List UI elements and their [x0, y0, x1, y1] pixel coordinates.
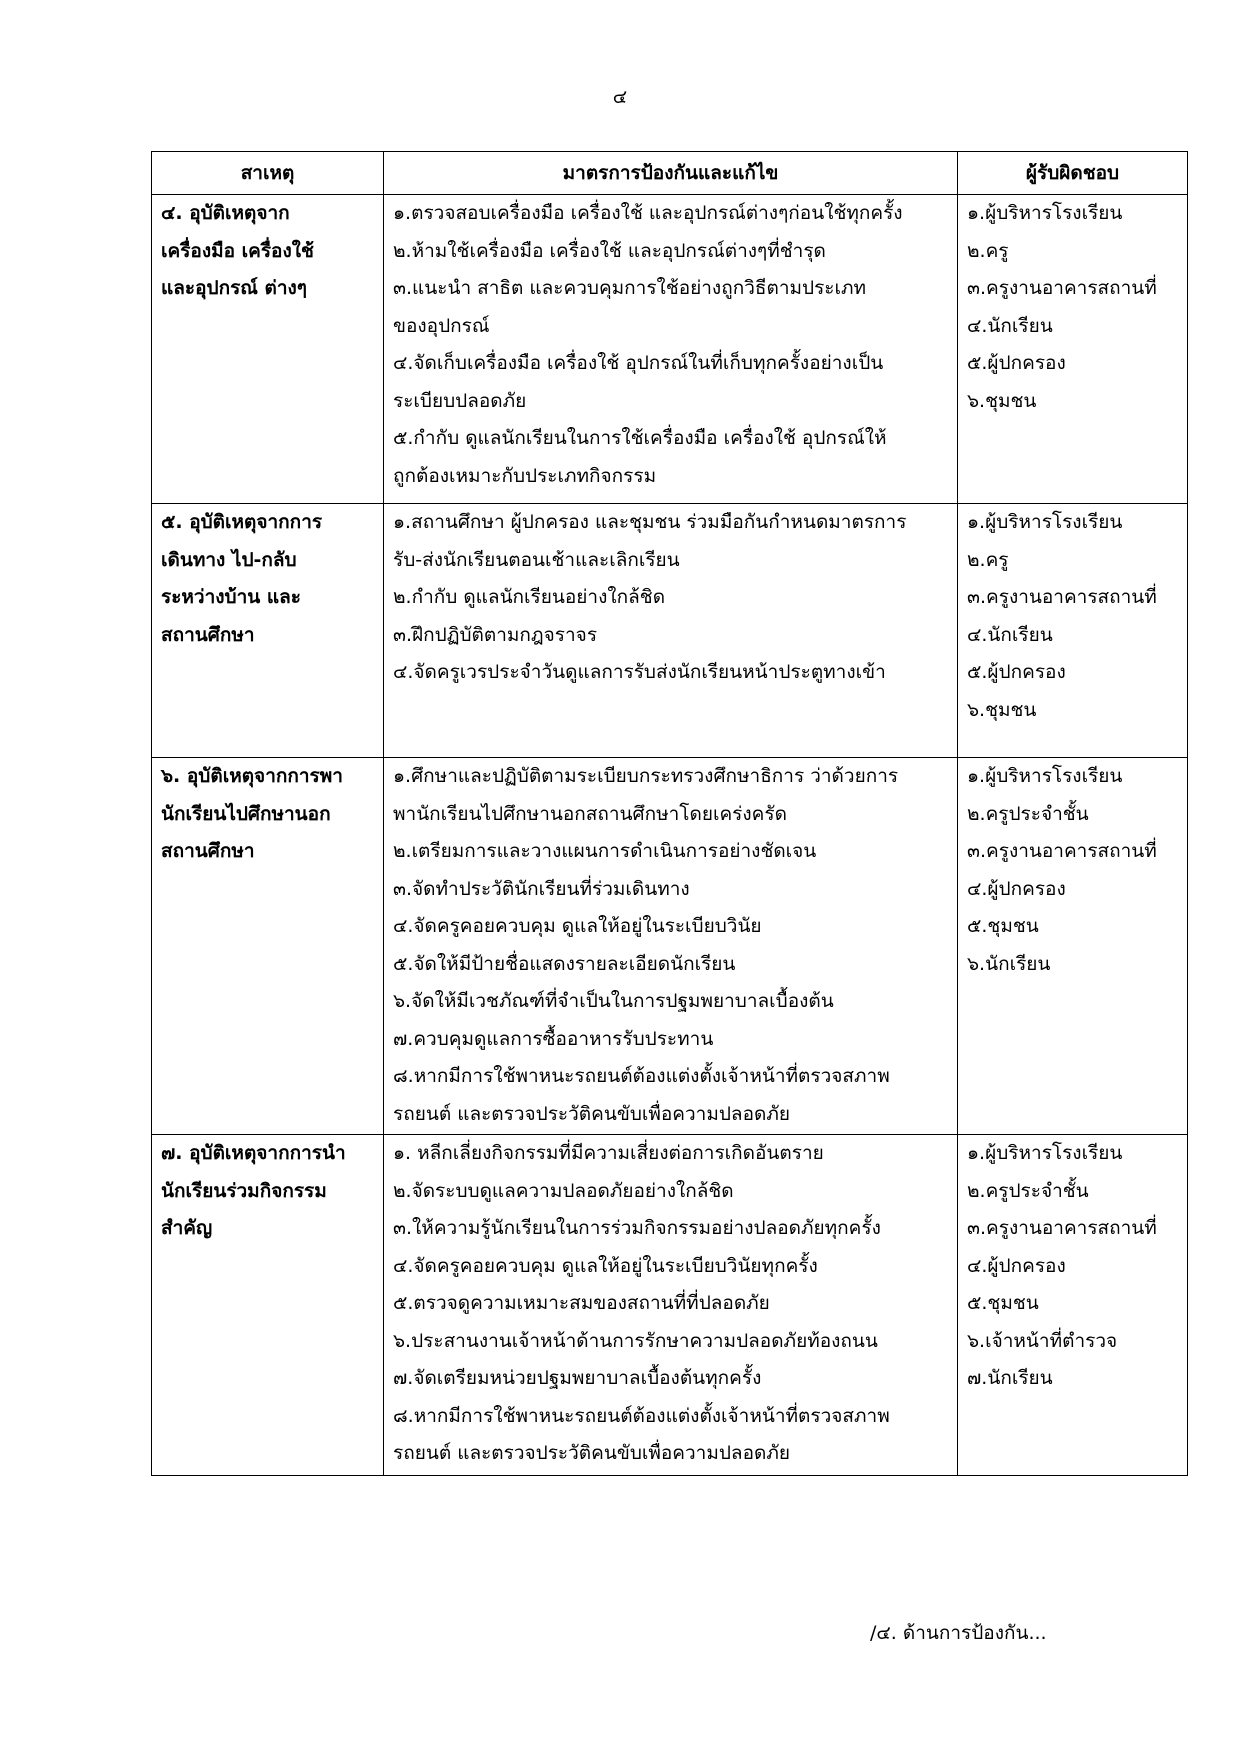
cause-line: สำคัญ — [161, 1217, 213, 1239]
responsible-line: ๑.ผู้บริหารโรงเรียน — [967, 1142, 1123, 1164]
measure-line: ๗.ควบคุมดูแลการซื้ออาหารรับประทาน — [393, 1027, 714, 1050]
measure-line: ๕.จัดให้มีป้ายชื่อแสดงรายละเอียดนักเรียน — [393, 952, 736, 975]
responsible-line: ๔.นักเรียน — [967, 314, 1053, 337]
measure-line: รถยนต์ และตรวจประวัติคนขับเพื่อความปลอดภัย — [393, 1102, 790, 1125]
measure-line: ๘.หากมีการใช้พาหนะรถยนต์ต้องแต่งตั้งเจ้าหน้าที่ตรวจสภาพ — [393, 1065, 890, 1087]
responsible-line: ๖.ชุมชน — [967, 698, 1037, 721]
measure-line: ๔.จัดเก็บเครื่องมือ เครื่องใช้ อุปกรณ์ในที่เก็บทุกครั้งอย่างเป็น — [393, 352, 884, 374]
measure-line: ระเบียบปลอดภัย — [393, 389, 527, 412]
responsible-cell — [958, 504, 1188, 758]
cause-line: ๗. อุบัติเหตุจากการนำ — [161, 1142, 346, 1164]
measure-line: ๔.จัดครูเวรประจำวันดูแลการรับส่งนักเรียนหน้าประตูทางเข้า — [393, 661, 886, 683]
responsible-line: ๗.นักเรียน — [967, 1367, 1053, 1389]
header-measures: มาตรการป้องกันและแก้ไข — [384, 152, 958, 195]
measure-line: ๑.ศึกษาและปฏิบัติตามระเบียบกระทรวงศึกษาธิการ ว่าด้วยการ — [393, 765, 899, 787]
safety-measures-table — [151, 151, 1188, 1476]
cause-line: เดินทาง ไป-กลับ — [161, 548, 297, 571]
measures-cell — [384, 758, 958, 1135]
measure-line: ๑.ตรวจสอบเครื่องมือ เครื่องใช้ และอุปกรณ์ต่างๆก่อนใช้ทุกครั้ง — [393, 202, 903, 224]
cause-cell — [152, 1135, 384, 1476]
measure-line: ๔.จัดครูคอยควบคุม ดูแลให้อยู่ในระเบียบวินัยทุกครั้ง — [393, 1254, 818, 1277]
responsible-line: ๖.นักเรียน — [967, 952, 1051, 975]
cause-line: เครื่องมือ เครื่องใช้ — [161, 239, 314, 262]
cause-cell — [152, 758, 384, 1135]
cause-line: ๔. อุบัติเหตุจาก — [161, 202, 290, 224]
measures-cell — [384, 195, 958, 504]
measure-line: ๑.สถานศึกษา ผู้ปกครอง และชุมชน ร่วมมือกันกำหนดมาตรการ — [393, 511, 907, 533]
responsible-line: ๔.ผู้ปกครอง — [967, 1254, 1066, 1277]
measure-line: ๓.ให้ความรู้นักเรียนในการร่วมกิจกรรมอย่างปลอดภัยทุกครั้ง — [393, 1217, 881, 1239]
cause-line: ๕. อุบัติเหตุจากการ — [161, 511, 323, 533]
measure-line: ๕.กำกับ ดูแลนักเรียนในการใช้เครื่องมือ เครื่องใช้ อุปกรณ์ให้ — [393, 427, 887, 449]
responsible-line: ๑.ผู้บริหารโรงเรียน — [967, 202, 1123, 224]
responsible-line: ๒.ครูประจำชั้น — [967, 802, 1089, 825]
responsible-line: ๕.ผู้ปกครอง — [967, 352, 1066, 374]
table-row — [152, 758, 1188, 1135]
measure-line: ถูกต้องเหมาะกับประเภทกิจกรรม — [393, 464, 657, 487]
measure-line: ๒.กำกับ ดูแลนักเรียนอย่างใกล้ชิด — [393, 586, 666, 608]
measure-line: รับ-ส่งนักเรียนตอนเช้าและเลิกเรียน — [393, 548, 680, 571]
cause-cell — [152, 195, 384, 504]
responsible-cell — [958, 195, 1188, 504]
header-responsible: ผู้รับผิดชอบ — [958, 152, 1188, 195]
measure-line: ๒.จัดระบบดูแลความปลอดภัยอย่างใกล้ชิด — [393, 1179, 734, 1202]
responsible-line: ๕.ชุมชน — [967, 1292, 1039, 1314]
cause-line: นักเรียนร่วมกิจกรรม — [161, 1179, 327, 1202]
responsible-line: ๑.ผู้บริหารโรงเรียน — [967, 765, 1123, 787]
measure-line: ๑. หลีกเลี่ยงกิจกรรมที่มีความเสี่ยงต่อการเกิดอันตราย — [393, 1142, 824, 1164]
table-row — [152, 1135, 1188, 1476]
responsible-cell — [958, 758, 1188, 1135]
responsible-line: ๔.ผู้ปกครอง — [967, 877, 1066, 900]
responsible-line: ๕.ผู้ปกครอง — [967, 661, 1066, 683]
cause-line: สถานศึกษา — [161, 840, 255, 862]
measure-line: พานักเรียนไปศึกษานอกสถานศึกษาโดยเคร่งครัด — [393, 802, 787, 825]
responsible-line: ๒.ครู — [967, 239, 1009, 262]
measure-line: ๖.จัดให้มีเวชภัณฑ์ที่จำเป็นในการปฐมพยาบาลเบื้องต้น — [393, 990, 834, 1012]
measure-line: ๘.หากมีการใช้พาหนะรถยนต์ต้องแต่งตั้งเจ้าหน้าที่ตรวจสภาพ — [393, 1404, 890, 1427]
measure-line: ๒.เตรียมการและวางแผนการดำเนินการอย่างชัดเจน — [393, 840, 817, 862]
table-header-row — [152, 152, 1188, 195]
measure-line: ๗.จัดเตรียมหน่วยปฐมพยาบาลเบื้องต้นทุกครั้ง — [393, 1367, 762, 1389]
responsible-line: ๔.นักเรียน — [967, 623, 1053, 646]
measure-line: ๖.ประสานงานเจ้าหน้าด้านการรักษาความปลอดภัยท้องถนน — [393, 1329, 878, 1352]
table-row — [152, 195, 1188, 504]
measure-line: ๕.ตรวจดูความเหมาะสมของสถานที่ที่ปลอดภัย — [393, 1292, 770, 1314]
measure-line: ๓.ฝึกปฏิบัติตามกฎจราจร — [393, 623, 598, 646]
responsible-line: ๓.ครูงานอาคารสถานที่ — [967, 586, 1157, 608]
table-row — [152, 504, 1188, 758]
cause-line: นักเรียนไปศึกษานอก — [161, 802, 331, 825]
responsible-line: ๖.ชุมชน — [967, 389, 1037, 412]
responsible-line: ๓.ครูงานอาคารสถานที่ — [967, 840, 1157, 862]
responsible-line: ๓.ครูงานอาคารสถานที่ — [967, 277, 1157, 299]
measures-cell — [384, 504, 958, 758]
responsible-line: ๒.ครู — [967, 548, 1009, 571]
header-cause: สาเหตุ — [152, 152, 384, 195]
measure-line: รถยนต์ และตรวจประวัติคนขับเพื่อความปลอดภัย — [393, 1442, 790, 1464]
measure-line: ๔.จัดครูคอยควบคุม ดูแลให้อยู่ในระเบียบวินัย — [393, 915, 762, 937]
responsible-line: ๒.ครูประจำชั้น — [967, 1179, 1089, 1202]
continuation-note: /๔. ด้านการป้องกัน... — [870, 1622, 1047, 1644]
responsible-line: ๓.ครูงานอาคารสถานที่ — [967, 1217, 1157, 1239]
measure-line: ๓.จัดทำประวัตินักเรียนที่ร่วมเดินทาง — [393, 877, 690, 900]
measure-line: ๓.แนะนำ สาธิต และควบคุมการใช้อย่างถูกวิธีตามประเภท — [393, 277, 867, 299]
cause-line: สถานศึกษา — [161, 623, 255, 646]
measure-line: ๒.ห้ามใช้เครื่องมือ เครื่องใช้ และอุปกรณ์ต่างๆที่ชำรุด — [393, 239, 826, 262]
responsible-line: ๕.ชุมชน — [967, 915, 1039, 937]
cause-cell — [152, 504, 384, 758]
measure-line: ของอุปกรณ์ — [393, 314, 490, 337]
cause-line: ระหว่างบ้าน และ — [161, 586, 301, 608]
responsible-cell — [958, 1135, 1188, 1476]
cause-line: ๖. อุบัติเหตุจากการพา — [161, 765, 343, 787]
responsible-line: ๑.ผู้บริหารโรงเรียน — [967, 511, 1123, 533]
cause-line: และอุปกรณ์ ต่างๆ — [161, 277, 308, 299]
page-number: ๔ — [612, 86, 628, 108]
measures-cell — [384, 1135, 958, 1476]
responsible-line: ๖.เจ้าหน้าที่ตำรวจ — [967, 1329, 1118, 1352]
